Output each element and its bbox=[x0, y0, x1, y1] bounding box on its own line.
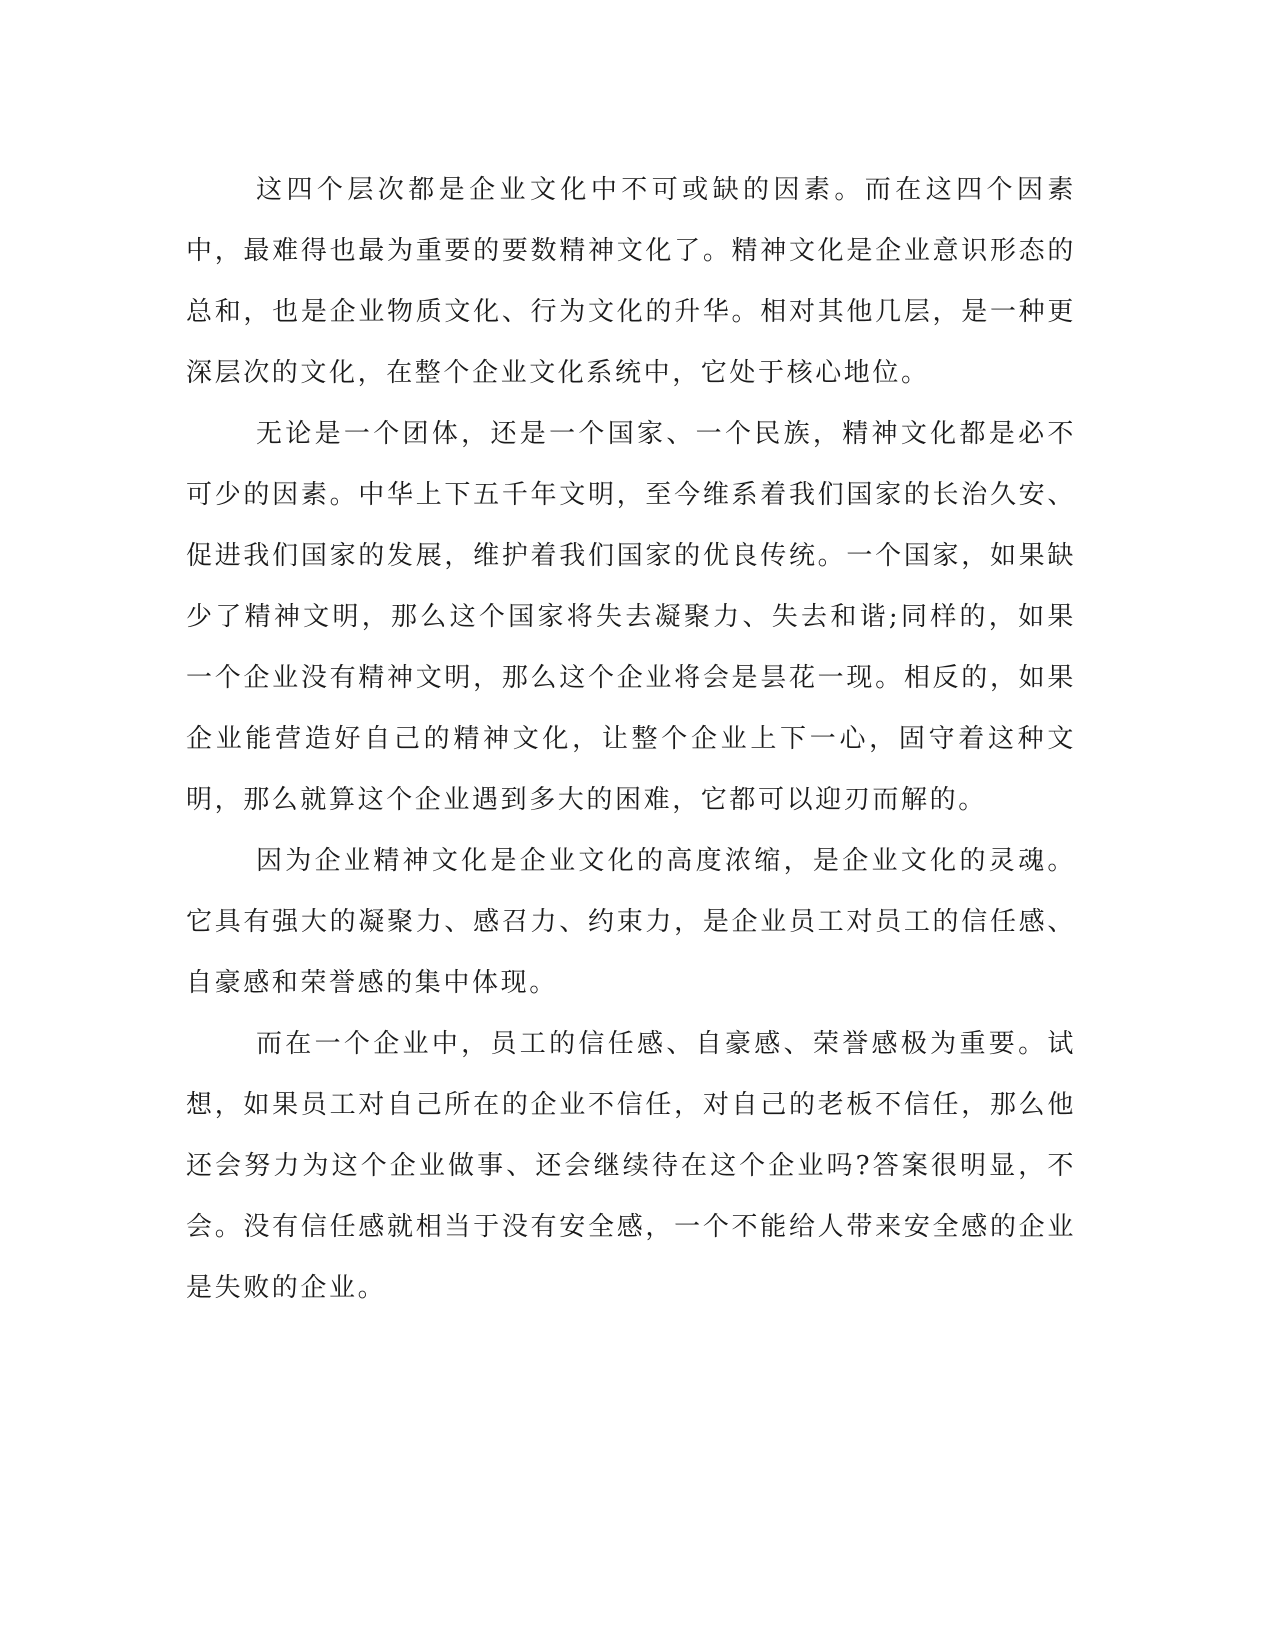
document-body bbox=[186, 160, 1076, 1319]
paragraph-1: 这四个层次都是企业文化中不可或缺的因素。而在这四个因素中，最难得也最为重要的要数精神文化了。精神文化是企业意识形态的总和，也是企业物质文化、行为文化的升华。相对其他几层，是一种更深层次的文化，在整个企业文化系统中，它处于核心地位。 bbox=[186, 175, 1076, 388]
paragraph-3: 因为企业精神文化是企业文化的高度浓缩，是企业文化的灵魂。它具有强大的凝聚力、感召力、约束力，是企业员工对员工的信任感、自豪感和荣誉感的集中体现。 bbox=[186, 846, 1076, 998]
paragraph-4: 而在一个企业中，员工的信任感、自豪感、荣誉感极为重要。试想，如果员工对自己所在的企业不信任，对自己的老板不信任，那么他还会努力为这个企业做事、还会继续待在这个企业吗?答案很明显，不会。没有信任感就相当于没有安全感，一个不能给人带来安全感的企业是失败的企业。 bbox=[186, 1029, 1076, 1303]
paragraph-2: 无论是一个团体，还是一个国家、一个民族，精神文化都是必不可少的因素。中华上下五千年文明，至今维系着我们国家的长治久安、促进我们国家的发展，维护着我们国家的优良传统。一个国家，如果缺少了精神文明，那么这个国家将失去凝聚力、失去和谐;同样的，如果一个企业没有精神文明，那么这个企业将会是昙花一现。相反的，如果企业能营造好自己的精神文化，让整个企业上下一心，固守着这种文明，那么就算这个企业遇到多大的困难，它都可以迎刃而解的。 bbox=[186, 419, 1076, 815]
